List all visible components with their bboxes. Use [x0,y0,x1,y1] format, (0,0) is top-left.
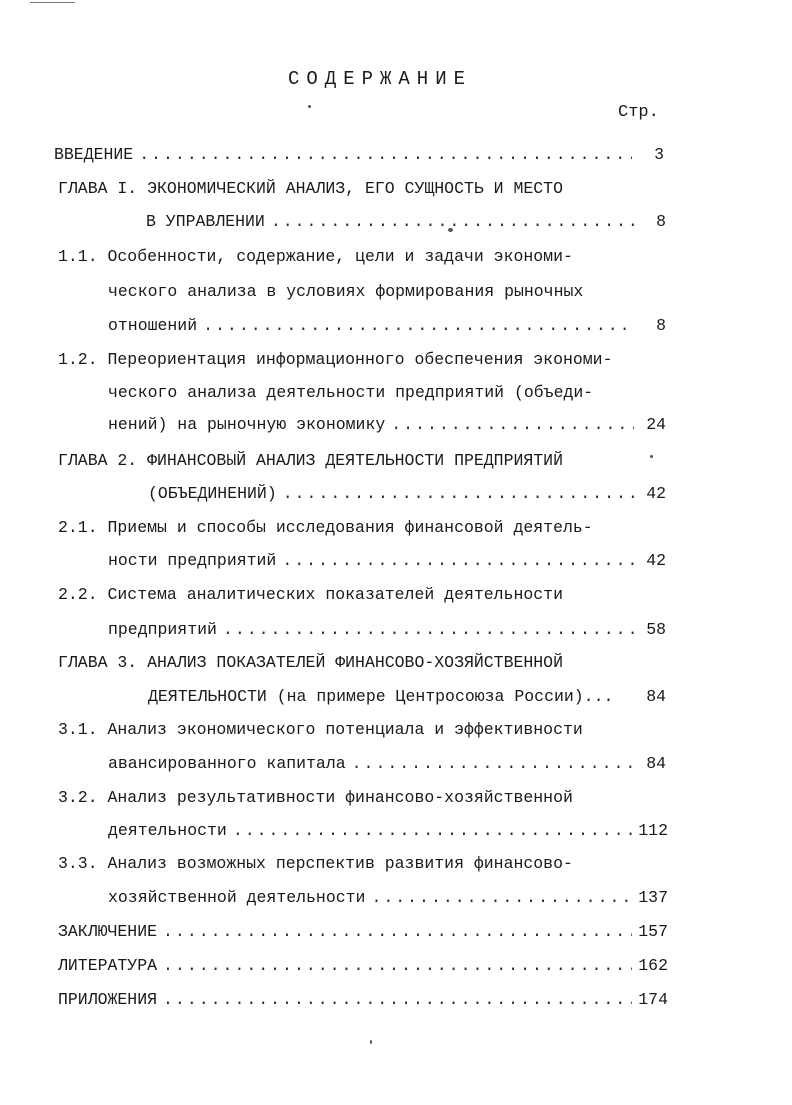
toc-entry-page: 8 [656,316,666,335]
dot-leader [391,412,634,438]
dot-leader [282,548,634,574]
toc-entry-line: 3.1. Анализ экономического потенциала и эффективности [58,720,583,739]
toc-entry-page: 112 [638,821,668,840]
toc-entry [108,313,666,339]
toc-entry-line: ГЛАВА 3. АНАЛИЗ ПОКАЗАТЕЛЕЙ ФИНАНСОВО-ХОЗЯЙСТВЕННОЙ [58,653,563,672]
toc-entry-page: 84 [646,687,666,706]
toc-entry-line: 1.1. Особенности, содержание, цели и задачи экономи- [58,247,573,266]
dot-leader [233,818,632,844]
toc-entry [108,617,666,643]
dot-leader [163,987,632,1013]
dot-leader [203,313,634,339]
toc-entry [108,885,668,911]
toc-entry [54,142,664,168]
toc-entry-line: 2.1. Приемы и способы исследования финансовой деятель- [58,518,593,537]
toc-entry [58,987,668,1013]
toc-entry [148,684,666,710]
toc-entry [146,209,666,235]
toc-entry-page: 24 [646,415,666,434]
toc-entry-text: ЛИТЕРАТУРА [58,956,158,975]
toc-entry-line: ческого анализа деятельности предприятий (объеди- [108,383,594,402]
toc-entry-line: 1.2. Переориентация информационного обеспечения экономи- [58,350,613,369]
toc-entry-page: 162 [638,956,668,975]
toc-entry-page: 3 [654,145,664,164]
toc-entry-text: авансированного капитала [108,754,346,773]
toc-entry-text: отношений [108,316,198,335]
toc-entry-page: 8 [656,212,666,231]
toc-entry [58,953,668,979]
dot-leader [163,919,632,945]
toc-entry-line: 2.2. Система аналитических показателей деятельности [58,585,563,604]
toc-entry-text: (ОБЪЕДИНЕНИЙ) [148,484,277,503]
toc-entry-page: 42 [646,484,666,503]
toc-entry-text: ДЕЯТЕЛЬНОСТИ (на примере Центросоюза России)... [148,687,614,706]
toc-entry [108,818,668,844]
scan-speck [448,228,453,232]
toc-entry-text: хозяйственной деятельности [108,888,366,907]
dot-leader [283,481,634,507]
toc-entry [58,919,668,945]
scan-speck [308,105,311,108]
scan-mark [30,2,75,3]
toc-entry-text: ЗАКЛЮЧЕНИЕ [58,922,158,941]
toc-entry [108,751,666,777]
toc-entry-line: 3.3. Анализ возможных перспектив развития финансово- [58,854,573,873]
toc-entry-page: 58 [646,620,666,639]
dot-leader [223,617,634,643]
page-title: СОДЕРЖАНИЕ [287,68,473,90]
toc-entry [108,412,666,438]
toc-entry-text: ности предприятий [108,551,277,570]
scan-speck [650,455,653,458]
toc-entry-text: В УПРАВЛЕНИИ [146,212,265,231]
toc-entry-page: 84 [646,754,666,773]
scan-speck [370,1040,372,1044]
toc-entry-page: 157 [638,922,668,941]
dot-leader [371,885,632,911]
toc-entry-text: ПРИЛОЖЕНИЯ [58,990,158,1009]
toc-entry-line: ческого анализа в условиях формирования рыночных [108,282,584,301]
toc-entry [108,548,666,574]
toc-entry-text: деятельности [108,821,227,840]
toc-entry-page: 42 [646,551,666,570]
page-column-label: Стр. [618,103,659,122]
toc-entry-line: 3.2. Анализ результативности финансово-хозяйственной [58,788,573,807]
dot-leader [352,751,634,777]
dot-leader [163,953,632,979]
toc-entry-text: ВВЕДЕНИЕ [54,145,134,164]
toc-entry-page: 137 [638,888,668,907]
toc-entry-text: предприятий [108,620,217,639]
toc-entry [148,481,666,507]
toc-entry-page: 174 [638,990,668,1009]
toc-entry-line: ГЛАВА I. ЭКОНОМИЧЕСКИЙ АНАЛИЗ, ЕГО СУЩНОСТЬ И МЕСТО [58,179,563,198]
toc-entry-line: ГЛАВА 2. ФИНАНСОВЫЙ АНАЛИЗ ДЕЯТЕЛЬНОСТИ ПРЕДПРИЯТИЙ [58,451,563,470]
dot-leader [139,142,632,168]
toc-entry-text: нений) на рыночную экономику [108,415,386,434]
